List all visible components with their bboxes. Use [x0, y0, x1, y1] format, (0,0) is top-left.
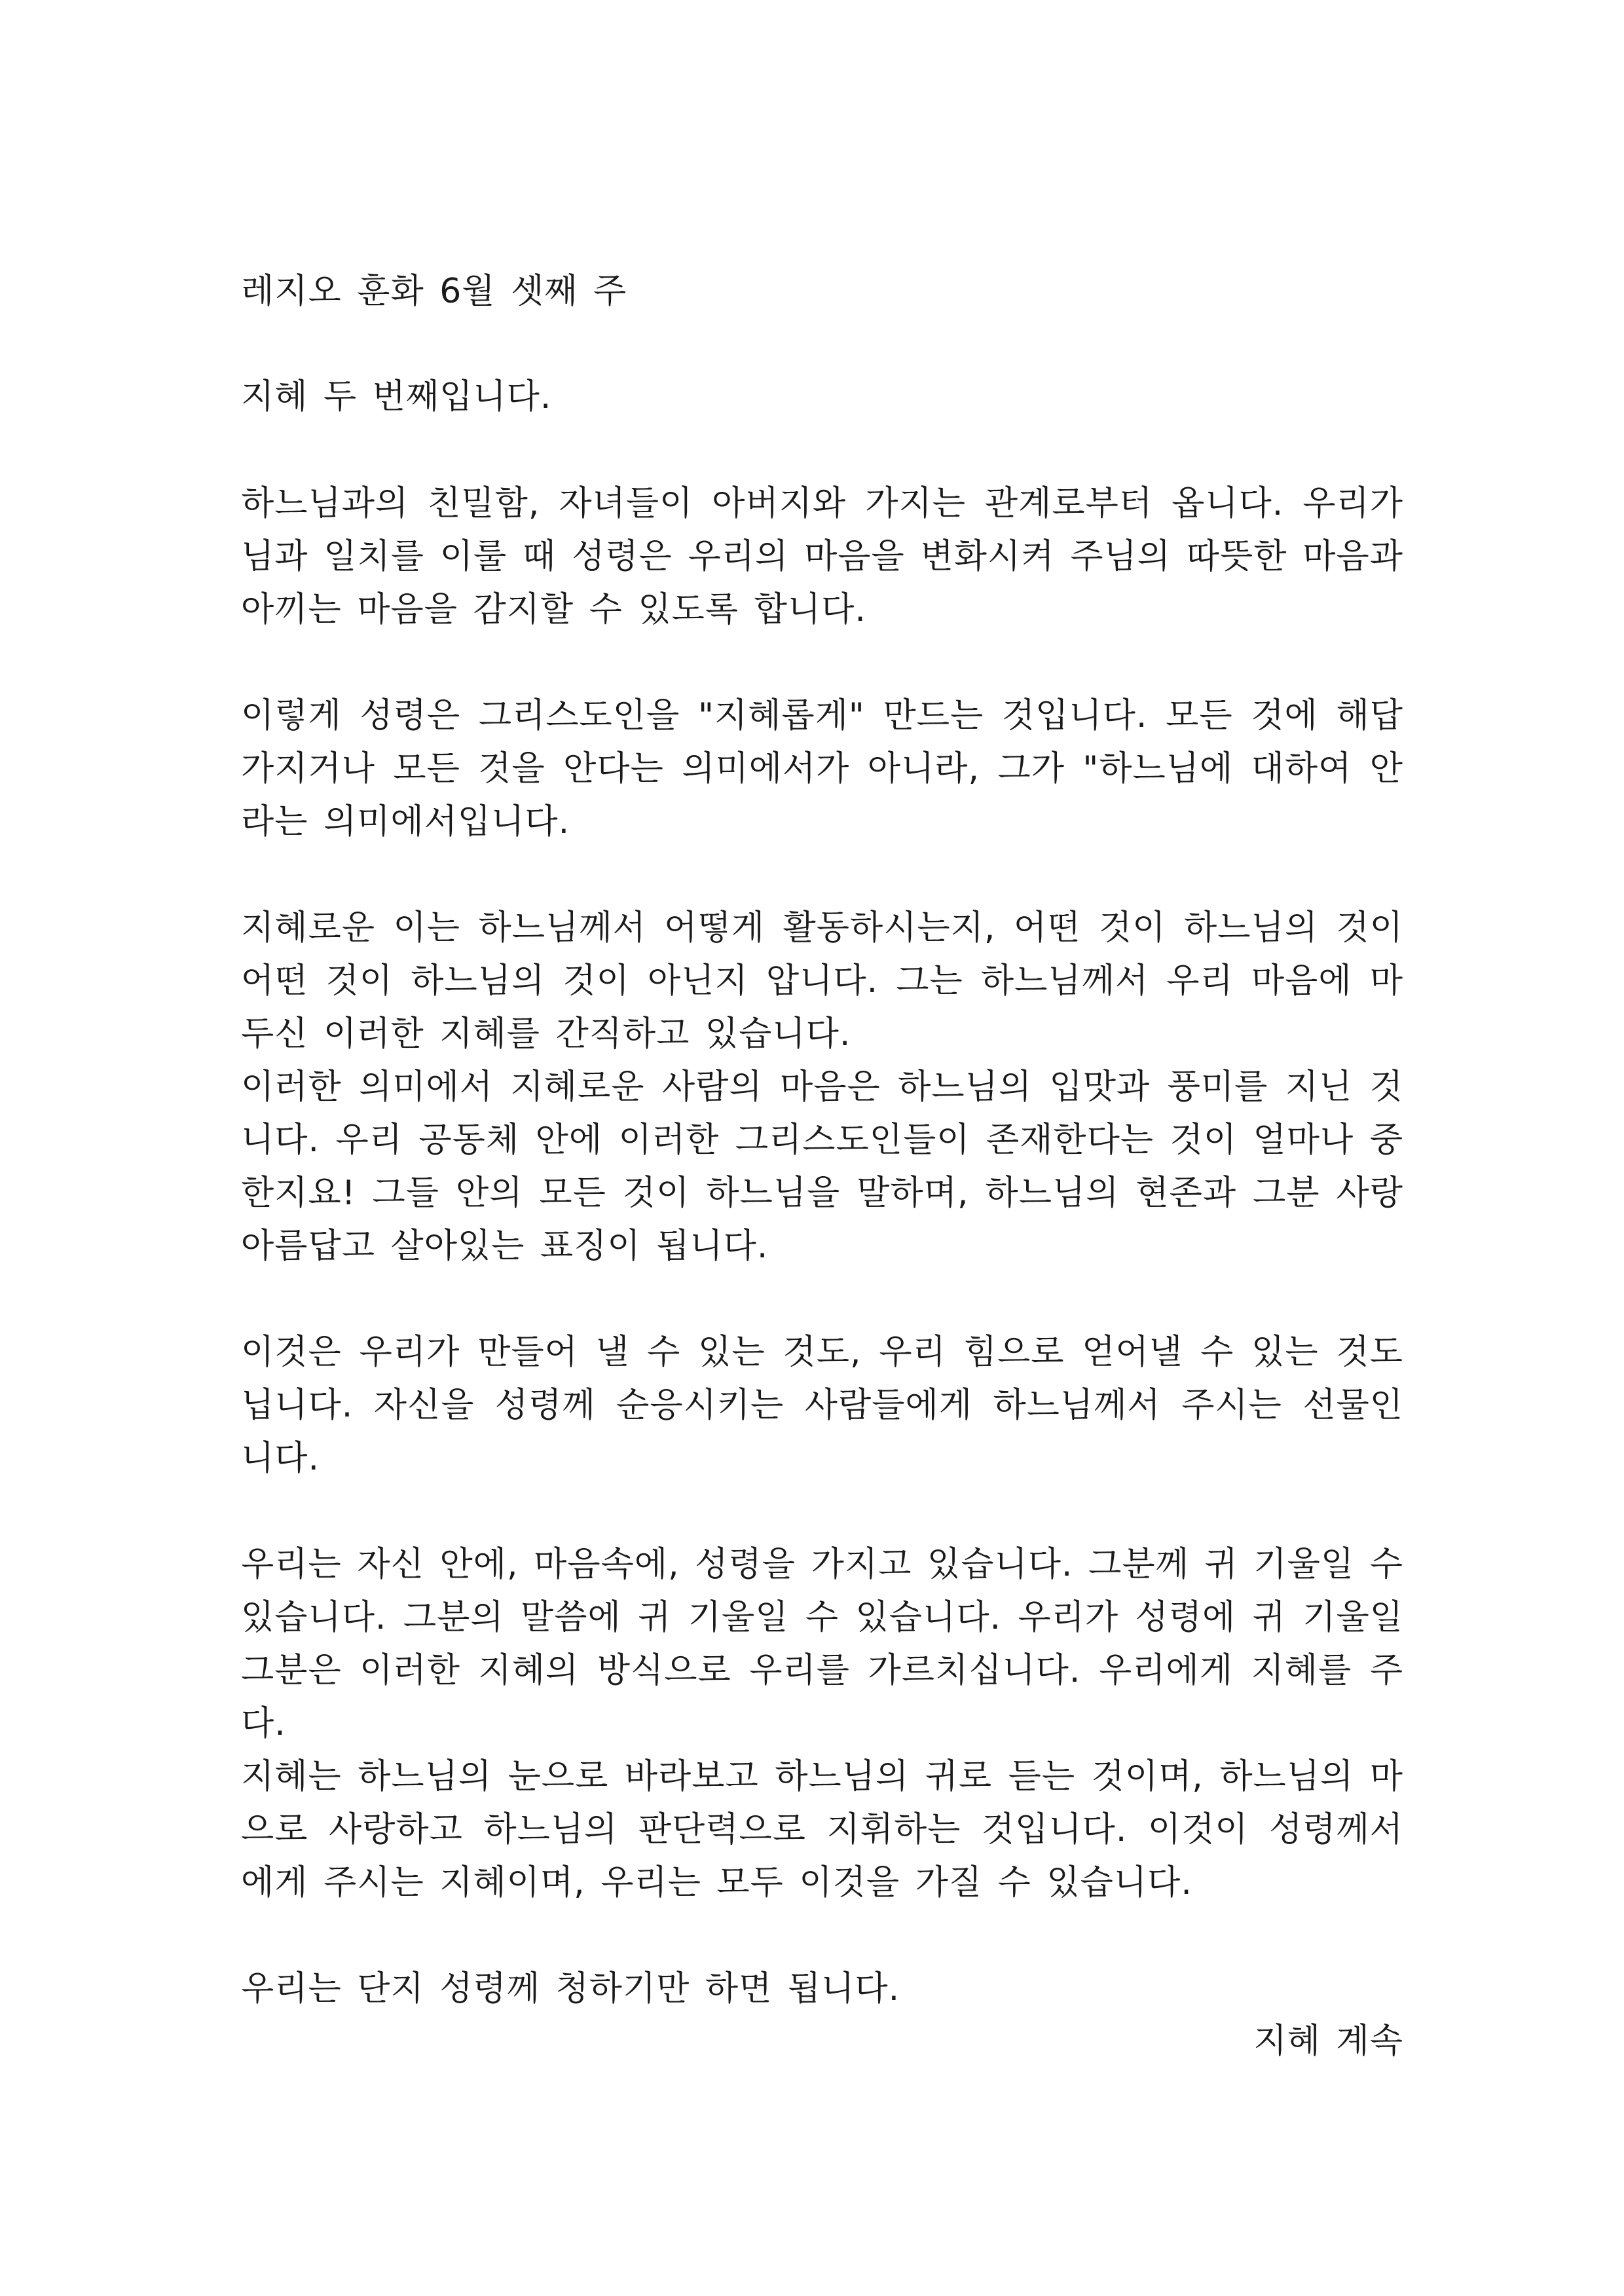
paragraph-line: 어떤 것이 하느님의 것이 아닌지 압니다. 그는 하느님께서 우리 마음에 마: [241, 961, 1403, 1001]
paragraph-line: 이렇게 성령은 그리스도인을 "지혜롭게" 만드는 것입니다. 모든 것에 해답: [241, 696, 1403, 735]
paragraph-line: 우리는 자신 안에, 마음속에, 성령을 가지고 있습니다. 그분께 귀 기울일 수: [241, 1545, 1403, 1584]
paragraph-line: 그분은 이러한 지혜의 방식으로 우리를 가르치십니다. 우리에게 지혜를 주: [241, 1651, 1403, 1690]
paragraph-line: 지혜는 하느님의 눈으로 바라보고 하느님의 귀로 듣는 것이며, 하느님의 마: [241, 1757, 1403, 1796]
paragraph-line: 라는 의미에서입니다.: [241, 802, 570, 842]
paragraph-line: 두신 이러한 지혜를 간직하고 있습니다.: [241, 1014, 851, 1054]
paragraph-2: [241, 690, 1403, 849]
paragraph-line: 아름답고 살아있는 표징이 됩니다.: [241, 1227, 769, 1266]
paragraph-line: 닙니다. 자신을 성령께 순응시키는 사람들에게 하느님께서 주시는 선물인: [241, 1386, 1403, 1425]
paragraph-3: [241, 902, 1403, 1273]
paragraph-line: 아끼는 마음을 감지할 수 있도록 합니다.: [241, 590, 866, 629]
document-subheading: [241, 371, 1403, 424]
paragraph-line: 님과 일치를 이룰 때 성령은 우리의 마음을 변화시켜 주님의 따뜻한 마음과: [241, 537, 1403, 576]
paragraph-4: [241, 1326, 1403, 1485]
paragraph-6: [241, 1963, 1403, 2016]
closing-note: 지혜 계속: [1253, 2022, 1403, 2061]
paragraph-1: [241, 477, 1403, 637]
subheading-text: 지혜 두 번째입니다.: [241, 377, 552, 417]
paragraph-line: 우리는 단지 성령께 청하기만 하면 됩니다.: [241, 1969, 900, 2009]
paragraph-line: 있습니다. 그분의 말씀에 귀 기울일 수 있습니다. 우리가 성령에 귀 기울일: [241, 1598, 1403, 1637]
paragraph-line: 가지거나 모든 것을 안다는 의미에서가 아니라, 그가 "하느님에 대하여 안: [241, 749, 1403, 788]
document-heading: [241, 265, 1403, 318]
paragraph-line: 이러한 의미에서 지혜로운 사람의 마음은 하느님의 입맛과 풍미를 지닌 것: [241, 1067, 1403, 1107]
paragraph-line: 에게 주시는 지혜이며, 우리는 모두 이것을 가질 수 있습니다.: [241, 1863, 1192, 1902]
heading-text: 레지오 훈화 6월 셋째 주: [241, 272, 627, 311]
paragraph-line: 다.: [241, 1704, 286, 1743]
paragraph-line: 니다.: [241, 1439, 320, 1478]
paragraph-line: 한지요! 그들 안의 모든 것이 하느님을 말하며, 하느님의 현존과 그분 사랑: [241, 1174, 1403, 1213]
paragraph-line: 이것은 우리가 만들어 낼 수 있는 것도, 우리 힘으로 얻어낼 수 있는 것도: [241, 1333, 1403, 1372]
paragraph-line: 니다. 우리 공동체 안에 이러한 그리스도인들이 존재한다는 것이 얼마나 중: [241, 1120, 1403, 1160]
paragraph-line: 으로 사랑하고 하느님의 판단력으로 지휘하는 것입니다. 이것이 성령께서: [241, 1810, 1403, 1849]
paragraph-5: [241, 1538, 1403, 1910]
paragraph-line: 지혜로운 이는 하느님께서 어떻게 활동하시는지, 어떤 것이 하느님의 것이: [241, 908, 1403, 948]
paragraph-line: 하느님과의 친밀함, 자녀들이 아버지와 가지는 관계로부터 옵니다. 우리가: [241, 484, 1403, 523]
